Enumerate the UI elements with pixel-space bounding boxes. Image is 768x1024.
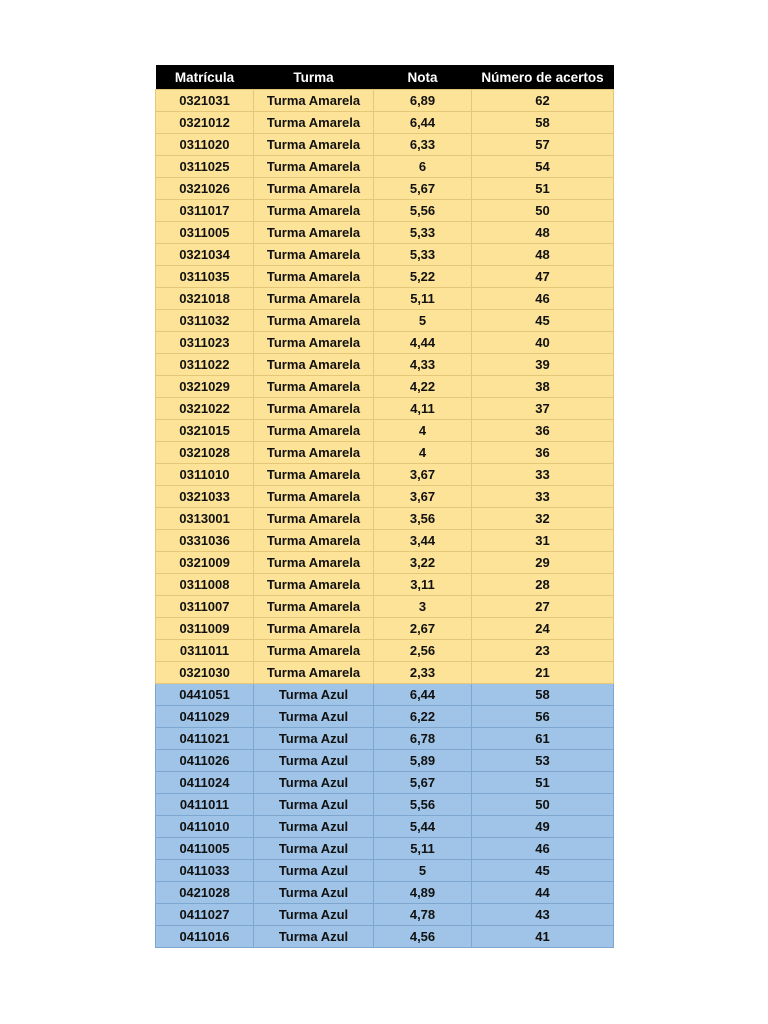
cell-acertos: 39 (472, 354, 614, 376)
cell-matricula: 0411026 (156, 750, 254, 772)
cell-nota: 5,67 (374, 772, 472, 794)
cell-nota: 5,11 (374, 288, 472, 310)
cell-acertos: 28 (472, 574, 614, 596)
cell-matricula: 0311017 (156, 200, 254, 222)
cell-nota: 4,89 (374, 882, 472, 904)
cell-turma: Turma Azul (254, 728, 374, 750)
cell-nota: 2,56 (374, 640, 472, 662)
cell-turma: Turma Amarela (254, 420, 374, 442)
cell-acertos: 38 (472, 376, 614, 398)
cell-turma: Turma Amarela (254, 442, 374, 464)
cell-nota: 2,33 (374, 662, 472, 684)
cell-acertos: 58 (472, 684, 614, 706)
cell-acertos: 51 (472, 178, 614, 200)
table-row (156, 332, 614, 354)
cell-acertos: 53 (472, 750, 614, 772)
cell-turma: Turma Amarela (254, 398, 374, 420)
cell-turma: Turma Amarela (254, 464, 374, 486)
table-row (156, 420, 614, 442)
table-row (156, 244, 614, 266)
header-nota: Nota (374, 65, 472, 90)
cell-matricula: 0411010 (156, 816, 254, 838)
table-row (156, 376, 614, 398)
cell-acertos: 36 (472, 420, 614, 442)
cell-turma: Turma Amarela (254, 376, 374, 398)
cell-acertos: 48 (472, 244, 614, 266)
cell-matricula: 0321030 (156, 662, 254, 684)
cell-nota: 5,56 (374, 794, 472, 816)
cell-acertos: 21 (472, 662, 614, 684)
cell-nota: 6,44 (374, 684, 472, 706)
cell-nota: 6,44 (374, 112, 472, 134)
cell-matricula: 0311008 (156, 574, 254, 596)
table-row (156, 288, 614, 310)
cell-turma: Turma Amarela (254, 552, 374, 574)
cell-nota: 4,11 (374, 398, 472, 420)
cell-matricula: 0411011 (156, 794, 254, 816)
cell-acertos: 45 (472, 860, 614, 882)
cell-nota: 5 (374, 310, 472, 332)
table-row (156, 354, 614, 376)
cell-nota: 5,22 (374, 266, 472, 288)
cell-turma: Turma Amarela (254, 640, 374, 662)
cell-turma: Turma Amarela (254, 90, 374, 112)
table-row (156, 596, 614, 618)
table-row (156, 706, 614, 728)
table-row (156, 750, 614, 772)
cell-nota: 4 (374, 442, 472, 464)
table-row (156, 156, 614, 178)
cell-acertos: 43 (472, 904, 614, 926)
cell-nota: 3,22 (374, 552, 472, 574)
cell-acertos: 61 (472, 728, 614, 750)
cell-matricula: 0311032 (156, 310, 254, 332)
table-row (156, 926, 614, 948)
table-body (156, 90, 614, 948)
cell-turma: Turma Azul (254, 794, 374, 816)
table-row (156, 486, 614, 508)
cell-acertos: 40 (472, 332, 614, 354)
cell-nota: 5,89 (374, 750, 472, 772)
table-row (156, 816, 614, 838)
table-row (156, 618, 614, 640)
cell-turma: Turma Azul (254, 750, 374, 772)
table-row (156, 838, 614, 860)
cell-acertos: 36 (472, 442, 614, 464)
cell-acertos: 27 (472, 596, 614, 618)
cell-acertos: 37 (472, 398, 614, 420)
cell-matricula: 0311005 (156, 222, 254, 244)
cell-nota: 3,11 (374, 574, 472, 596)
table-row (156, 398, 614, 420)
cell-matricula: 0411021 (156, 728, 254, 750)
table-row (156, 200, 614, 222)
table-row (156, 882, 614, 904)
cell-matricula: 0411005 (156, 838, 254, 860)
cell-acertos: 46 (472, 288, 614, 310)
cell-acertos: 50 (472, 794, 614, 816)
cell-matricula: 0421028 (156, 882, 254, 904)
header-acertos: Número de acertos (472, 65, 614, 90)
table-row (156, 662, 614, 684)
cell-turma: Turma Amarela (254, 596, 374, 618)
cell-matricula: 0311010 (156, 464, 254, 486)
cell-matricula: 0313001 (156, 508, 254, 530)
cell-acertos: 58 (472, 112, 614, 134)
cell-acertos: 23 (472, 640, 614, 662)
cell-nota: 4,33 (374, 354, 472, 376)
cell-nota: 5,33 (374, 244, 472, 266)
cell-matricula: 0311009 (156, 618, 254, 640)
cell-nota: 6,78 (374, 728, 472, 750)
cell-acertos: 62 (472, 90, 614, 112)
table-row (156, 728, 614, 750)
cell-matricula: 0321033 (156, 486, 254, 508)
cell-nota: 5,11 (374, 838, 472, 860)
cell-matricula: 0411029 (156, 706, 254, 728)
cell-nota: 4,44 (374, 332, 472, 354)
cell-turma: Turma Amarela (254, 354, 374, 376)
cell-nota: 4,56 (374, 926, 472, 948)
cell-acertos: 51 (472, 772, 614, 794)
cell-turma: Turma Amarela (254, 662, 374, 684)
cell-turma: Turma Amarela (254, 332, 374, 354)
cell-matricula: 0411033 (156, 860, 254, 882)
cell-matricula: 0411027 (156, 904, 254, 926)
cell-turma: Turma Azul (254, 816, 374, 838)
table-row (156, 574, 614, 596)
cell-matricula: 0321028 (156, 442, 254, 464)
cell-nota: 5,56 (374, 200, 472, 222)
table-row (156, 772, 614, 794)
cell-nota: 4,22 (374, 376, 472, 398)
table-row (156, 794, 614, 816)
table-row (156, 640, 614, 662)
table-row (156, 552, 614, 574)
cell-turma: Turma Amarela (254, 266, 374, 288)
cell-matricula: 0321018 (156, 288, 254, 310)
cell-nota: 4,78 (374, 904, 472, 926)
cell-nota: 5,44 (374, 816, 472, 838)
table-row (156, 112, 614, 134)
cell-acertos: 49 (472, 816, 614, 838)
cell-turma: Turma Azul (254, 904, 374, 926)
cell-nota: 2,67 (374, 618, 472, 640)
cell-acertos: 50 (472, 200, 614, 222)
cell-nota: 5 (374, 860, 472, 882)
cell-turma: Turma Amarela (254, 134, 374, 156)
cell-acertos: 32 (472, 508, 614, 530)
cell-matricula: 0321012 (156, 112, 254, 134)
cell-acertos: 54 (472, 156, 614, 178)
cell-nota: 3,67 (374, 486, 472, 508)
header-row (156, 65, 614, 90)
cell-matricula: 0321034 (156, 244, 254, 266)
cell-matricula: 0311035 (156, 266, 254, 288)
table-row (156, 904, 614, 926)
cell-turma: Turma Azul (254, 684, 374, 706)
cell-turma: Turma Amarela (254, 618, 374, 640)
cell-nota: 5,67 (374, 178, 472, 200)
cell-turma: Turma Azul (254, 838, 374, 860)
cell-nota: 4 (374, 420, 472, 442)
cell-turma: Turma Azul (254, 772, 374, 794)
cell-nota: 6,33 (374, 134, 472, 156)
cell-acertos: 47 (472, 266, 614, 288)
cell-turma: Turma Azul (254, 860, 374, 882)
table-row (156, 134, 614, 156)
cell-nota: 5,33 (374, 222, 472, 244)
table-row (156, 530, 614, 552)
cell-acertos: 56 (472, 706, 614, 728)
cell-turma: Turma Amarela (254, 200, 374, 222)
cell-nota: 3,67 (374, 464, 472, 486)
cell-turma: Turma Amarela (254, 508, 374, 530)
cell-matricula: 0321031 (156, 90, 254, 112)
table-row (156, 442, 614, 464)
cell-turma: Turma Amarela (254, 288, 374, 310)
cell-matricula: 0441051 (156, 684, 254, 706)
cell-acertos: 44 (472, 882, 614, 904)
cell-acertos: 45 (472, 310, 614, 332)
cell-nota: 6,22 (374, 706, 472, 728)
cell-turma: Turma Amarela (254, 574, 374, 596)
cell-matricula: 0311011 (156, 640, 254, 662)
cell-matricula: 0331036 (156, 530, 254, 552)
cell-matricula: 0411016 (156, 926, 254, 948)
cell-acertos: 57 (472, 134, 614, 156)
table-row (156, 266, 614, 288)
table-row (156, 508, 614, 530)
cell-matricula: 0321022 (156, 398, 254, 420)
table-row (156, 464, 614, 486)
grades-table (155, 65, 614, 948)
cell-matricula: 0321029 (156, 376, 254, 398)
cell-matricula: 0311023 (156, 332, 254, 354)
cell-nota: 6,89 (374, 90, 472, 112)
cell-turma: Turma Amarela (254, 310, 374, 332)
cell-turma: Turma Amarela (254, 112, 374, 134)
cell-acertos: 29 (472, 552, 614, 574)
cell-turma: Turma Amarela (254, 486, 374, 508)
cell-nota: 6 (374, 156, 472, 178)
cell-nota: 3 (374, 596, 472, 618)
header-turma: Turma (254, 65, 374, 90)
cell-matricula: 0321026 (156, 178, 254, 200)
cell-turma: Turma Amarela (254, 530, 374, 552)
table-row (156, 684, 614, 706)
cell-acertos: 33 (472, 464, 614, 486)
cell-turma: Turma Azul (254, 706, 374, 728)
cell-turma: Turma Azul (254, 882, 374, 904)
cell-matricula: 0311007 (156, 596, 254, 618)
table-row (156, 90, 614, 112)
table-header (156, 65, 614, 90)
cell-acertos: 24 (472, 618, 614, 640)
cell-nota: 3,44 (374, 530, 472, 552)
cell-acertos: 33 (472, 486, 614, 508)
cell-matricula: 0321015 (156, 420, 254, 442)
header-matricula: Matrícula (156, 65, 254, 90)
cell-matricula: 0311022 (156, 354, 254, 376)
cell-nota: 3,56 (374, 508, 472, 530)
cell-turma: Turma Amarela (254, 244, 374, 266)
table-row (156, 222, 614, 244)
cell-turma: Turma Azul (254, 926, 374, 948)
cell-acertos: 31 (472, 530, 614, 552)
cell-acertos: 41 (472, 926, 614, 948)
table-row (156, 860, 614, 882)
cell-turma: Turma Amarela (254, 222, 374, 244)
cell-acertos: 46 (472, 838, 614, 860)
table-row (156, 310, 614, 332)
cell-turma: Turma Amarela (254, 178, 374, 200)
cell-matricula: 0321009 (156, 552, 254, 574)
cell-matricula: 0411024 (156, 772, 254, 794)
cell-turma: Turma Amarela (254, 156, 374, 178)
cell-acertos: 48 (472, 222, 614, 244)
table-row (156, 178, 614, 200)
cell-matricula: 0311025 (156, 156, 254, 178)
cell-matricula: 0311020 (156, 134, 254, 156)
